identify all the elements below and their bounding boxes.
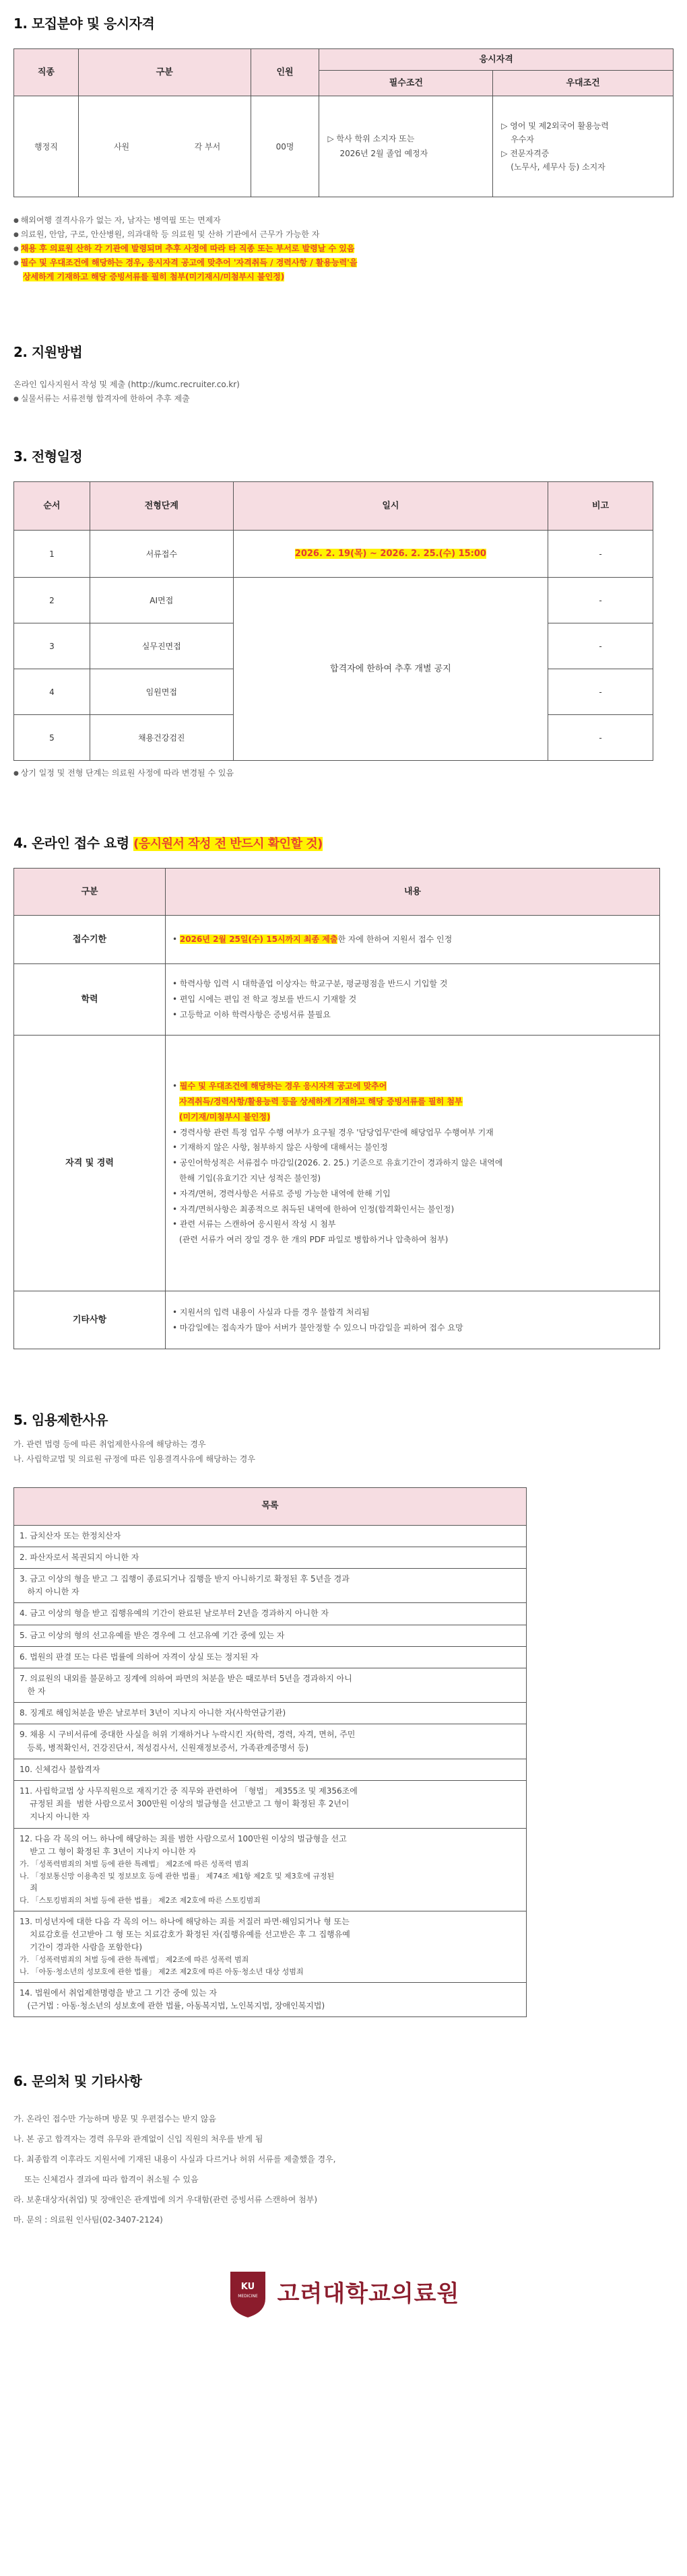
- schedule-row-5-stage: 채용건강검진: [90, 715, 233, 761]
- section-contact: [13, 2071, 674, 2230]
- restriction-item: [14, 1646, 527, 1668]
- career-content: [166, 1036, 660, 1291]
- schedule-footnote: ● 상기 일정 및 전형 단계는 의료원 사정에 따라 변경될 수 있음: [13, 766, 674, 780]
- schedule-row-4-no: 4: [14, 669, 90, 715]
- apply-method-notes: [13, 392, 674, 406]
- section-6-title: 6. 문의처 및 기타사항: [13, 2073, 142, 2090]
- later-notice: 합격자에 한하여 추후 개별 공지: [233, 578, 548, 761]
- section-1-title: 1. 모집분야 및 응시자격: [13, 15, 155, 32]
- schedule-row-3-no: 3: [14, 623, 90, 669]
- restriction-item-line: 9. 채용 시 구비서류에 중대한 사실을 허위 기재하거나 누락시킨 자(학력, 경력, 자격, 면허, 주민: [20, 1730, 356, 1740]
- restriction-item-line: 한 자: [20, 1687, 46, 1697]
- restriction-item-line: 죄: [20, 1883, 38, 1893]
- career-item-3-cont: 한해 기입(유효기간 지난 성적은 불인정): [179, 1174, 321, 1184]
- header-qualification: 응시자격: [319, 49, 674, 71]
- cell-required: ▷ 학사 학위 소지자 또는 2026년 2월 졸업 예정자: [319, 96, 493, 197]
- restriction-row: [14, 1911, 527, 1982]
- preferred-line-3: 전문자격증: [510, 148, 550, 158]
- emblem-bottom-text: MEDICINE: [237, 2294, 258, 2299]
- note-1: ● 해외여행 결격사유가 없는 자, 남자는 병역필 또는 면제자: [13, 213, 674, 228]
- restriction-row: [14, 1646, 527, 1668]
- schedule-table: [13, 481, 653, 761]
- restriction-row: [14, 1668, 527, 1702]
- restriction-row: [14, 1724, 527, 1759]
- education-item-3: • 고등학교 이하 학력사항은 증빙서류 불필요: [172, 1007, 659, 1023]
- kumc-logo: [13, 2257, 674, 2351]
- header-category: 구분: [78, 49, 251, 96]
- restriction-item: [14, 1911, 527, 1982]
- required-line-2: 2026년 2월 졸업 예정자: [339, 148, 428, 158]
- education-item-2: • 편입 시에는 편입 전 학교 정보를 반드시 기재할 것: [172, 992, 659, 1007]
- etc-label: 기타사항: [14, 1291, 166, 1349]
- career-item-6: • 관련 서류는 스캔하여 응시원서 작성 시 첨부: [172, 1217, 659, 1232]
- restriction-item: [14, 1828, 527, 1911]
- deadline-highlight: 2026년 2월 25일(수) 15시까지 최종 제출: [179, 935, 338, 945]
- restriction-item-line: 7. 의료원의 내외를 불문하고 징계에 의하여 파면의 처분을 받은 때로부터 5년을 경과하지 아니: [20, 1673, 352, 1683]
- career-item-6-cont: (관련 서류가 여러 장일 경우 한 개의 PDF 파일로 병합하거나 압축하여 첨부): [179, 1235, 449, 1245]
- preferred-line-4: (노무사, 세무사 등) 소지자: [511, 162, 606, 172]
- schedule-notes: [13, 766, 674, 780]
- restriction-item-line: (근거법 : 아동·청소년의 성보호에 관한 법률, 아동복지법, 노인복지법, 장애인복지법): [20, 2000, 325, 2010]
- restriction-item: [14, 1547, 527, 1568]
- restriction-item-line: 3. 금고 이상의 형을 받고 그 집행이 종료되거나 집행을 받지 아니하기로 확정된 후 5년을 경과: [20, 1573, 350, 1584]
- section-apply-method: [13, 342, 674, 406]
- restriction-item-line: 하지 아니한 자: [20, 1587, 79, 1597]
- restriction-item-line: 나. 「정보통신망 이용촉진 및 정보보호 등에 관한 법률」 제74조 제1항 제2호 및 제3호에 규정된: [20, 1871, 335, 1880]
- etc-item-1: • 지원서의 입력 내용이 사실과 다를 경우 불합격 처리됨: [172, 1305, 659, 1320]
- schedule-row-2-note: -: [548, 578, 653, 623]
- restriction-item: [14, 1759, 527, 1780]
- career-item-2: • 기재하지 않은 사항, 첨부하지 않은 사항에 대해서는 불인정: [172, 1140, 659, 1155]
- section-restrictions: [13, 1410, 674, 2017]
- etc-item-2: • 마감일에는 접속자가 많아 서버가 불안정할 수 있으니 마감일을 피하여 접수 요망: [172, 1320, 659, 1336]
- header-preferred: 우대조건: [493, 71, 674, 96]
- restriction-row: [14, 1781, 527, 1829]
- restriction-row: [14, 1625, 527, 1646]
- career-item-3: • 공인어학성적은 서류접수 마감일(2026. 2. 25.) 기준으로 유효기간이 경과하지 않은 내역에: [172, 1155, 659, 1171]
- restriction-item: [14, 1568, 527, 1602]
- restriction-item-line: 기간이 경과한 사람을 포함한다): [20, 1942, 143, 1953]
- section-4-title: [13, 833, 674, 853]
- restriction-table: [13, 1487, 527, 2017]
- restriction-item: [14, 1525, 527, 1547]
- contact-line-2: 나. 본 공고 합격자는 경력 유무와 관계없이 신입 직원의 처우를 받게 됨: [13, 2134, 263, 2144]
- note-4-text-a: 필수 및 우대조건에 해당하는 경우, 응시자격 공고에 맞추어 '자격취득 / 경력사항 / 활용능력'을: [20, 258, 358, 267]
- etc-content: [166, 1291, 660, 1349]
- header-required: 필수조건: [319, 71, 493, 96]
- restriction-item-line: 13. 미성년자에 대한 다음 각 목의 어느 하나에 해당하는 죄를 저질러 파면·해임되거나 형 또는: [20, 1916, 350, 1926]
- restriction-row: [14, 1568, 527, 1602]
- qualification-table: [13, 48, 674, 197]
- section-2-title: 2. 지원방법: [13, 344, 83, 360]
- deadline-content: [166, 916, 660, 964]
- schedule-row-3-note: -: [548, 623, 653, 669]
- restriction-item-line: 14. 법원에서 취업제한명령을 받고 그 기간 중에 있는 자: [20, 1988, 218, 1998]
- online-apply-table: [13, 868, 660, 1349]
- schedule-row-1-stage: 서류접수: [90, 531, 233, 578]
- deadline-label: 접수기한: [14, 916, 166, 964]
- cell-preferred: ▷ 영어 및 제2외국어 활용능력 우수자 ▷ 전문자격증 (노무사, 세무사 등) 소지자: [493, 96, 674, 197]
- emblem-top-text: KU: [240, 2282, 255, 2293]
- required-line-1: 학사 학위 소지자 또는: [336, 133, 415, 143]
- restriction-item: [14, 1703, 527, 1724]
- restriction-item-line: 지나지 아니한 자: [20, 1812, 90, 1822]
- career-highlight-3: (미기재/미첨부시 불인정): [179, 1112, 271, 1122]
- education-label: 학력: [14, 964, 166, 1036]
- apply-method-line-1: 온라인 입사지원서 작성 및 제출 (http://kumc.recruiter.co.kr): [13, 380, 240, 389]
- section-online-apply: [13, 833, 674, 1349]
- note-4: [13, 256, 674, 284]
- restriction-item: [14, 1781, 527, 1829]
- contact-lines: [13, 2109, 674, 2230]
- restriction-item-line: 6. 법원의 판결 또는 다른 법률에 의하여 자격이 상실 또는 정지된 자: [20, 1652, 259, 1662]
- schedule-row-5-no: 5: [14, 715, 90, 761]
- cell-count: 00명: [251, 96, 319, 197]
- restriction-row: [14, 1759, 527, 1780]
- restriction-row: [14, 1547, 527, 1568]
- schedule-row-1-date: [233, 531, 548, 578]
- contact-line-1: 가. 온라인 접수만 가능하며 방문 및 우편접수는 받지 않음: [13, 2114, 216, 2124]
- contact-line-4: 또는 신체검사 결과에 따라 합격이 취소될 수 있음: [24, 2175, 199, 2185]
- section-schedule: [13, 446, 674, 780]
- restriction-row: [14, 1703, 527, 1724]
- restriction-item-line: 가. 「성폭력범죄의 처벌 등에 관한 특례법」 제2조에 따른 성폭력 범죄: [20, 1859, 249, 1868]
- preferred-line-1: 영어 및 제2외국어 활용능력: [510, 121, 609, 131]
- section-4-title-highlight: (응시원서 작성 전 반드시 확인할 것): [133, 837, 323, 852]
- restriction-item-line: 10. 신체검사 불합격자: [20, 1764, 100, 1774]
- restriction-row: [14, 1525, 527, 1547]
- schedule-header-date: 일시: [233, 482, 548, 531]
- header-headcount: 인원: [251, 49, 319, 96]
- schedule-header-order: 순서: [14, 482, 90, 531]
- restriction-item-line: 등록, 병적확인서, 건강진단서, 적성검사서, 신원재정보증서, 가족관계증명서 등): [20, 1742, 309, 1753]
- restriction-item-line: 치료감호를 선고받아 그 형 또는 치료감호가 확정된 자(집행유예를 선고받은 후 그 집행유예: [20, 1930, 350, 1940]
- contact-line-5: 라. 보훈대상자(취업) 및 장애인은 관계법에 의거 우대함(관련 증빙서류 스캔하여 첨부): [13, 2195, 318, 2205]
- restriction-item-line: 나. 「아동·청소년의 성보호에 관한 법률」 제2조 제2호에 따른 아동·청소년 대상 성범죄: [20, 1967, 304, 1977]
- schedule-row-4-stage: 임원면접: [90, 669, 233, 715]
- restriction-row: [14, 1982, 527, 2016]
- restriction-row: [14, 1603, 527, 1625]
- section-4-title-text: 4. 온라인 접수 요령: [13, 835, 129, 852]
- career-highlight-2: 자격취득/경력사항/활용능력 등을 상세하게 기재하고 해당 증빙서류를 필히 첨부: [179, 1097, 463, 1107]
- schedule-row-2-stage: AI면접: [90, 578, 233, 623]
- schedule-row-1-note: -: [548, 531, 653, 578]
- restriction-item-line: 2. 파산자로서 복권되지 아니한 자: [20, 1552, 139, 1562]
- header-field: 직종: [14, 49, 79, 96]
- note-3: [13, 242, 674, 256]
- restriction-intro-a: 가. 관련 법령 등에 따른 취업제한사유에 해당하는 경우: [13, 1439, 206, 1450]
- restriction-item-line: 4. 금고 이상의 형을 받고 집행유예의 기간이 완료된 날로부터 2년을 경과하지 아니한 자: [20, 1608, 329, 1619]
- contact-line-3: 다. 최종합격 이후라도 지원서에 기재된 내용이 사실과 다르거나 허위 서류를 제출했을 경우,: [13, 2155, 336, 2165]
- qualification-notes: [13, 213, 674, 284]
- restriction-item: [14, 1982, 527, 2016]
- restriction-intro-b: 나. 사립학교법 및 의료원 규정에 따른 임용결격사유에 해당하는 경우: [13, 1454, 255, 1464]
- career-item-1: • 경력사항 관련 특정 업무 수행 여부가 요구될 경우 '담당업무'란에 해당업무 수행여부 기재: [172, 1125, 659, 1141]
- career-item-4: • 자격/면허, 경력사항은 서류로 증빙 가능한 내역에 한해 기입: [172, 1186, 659, 1202]
- section-qualifications: [13, 13, 674, 284]
- schedule-row-5-note: -: [548, 715, 653, 761]
- schedule-header-stage: 전형단계: [90, 482, 233, 531]
- apply-header-category: 구분: [14, 869, 166, 916]
- restriction-item-line: 받고 그 형이 확정된 후 3년이 지나지 아니한 자: [20, 1846, 197, 1856]
- apply-method-line-2: ● 실물서류는 서류전형 합격자에 한하여 추후 제출: [13, 392, 674, 406]
- restriction-header: 목록: [14, 1487, 527, 1525]
- schedule-row-3-stage: 실무진면접: [90, 623, 233, 669]
- education-item-1: • 학력사항 입력 시 대학졸업 이상자는 학교구분, 평균평점을 반드시 기입할 것: [172, 976, 659, 992]
- restriction-item: [14, 1668, 527, 1702]
- restriction-item: [14, 1724, 527, 1759]
- contact-line-6: 마. 문의 : 의료원 인사팀(02-3407-2124): [13, 2215, 163, 2225]
- restriction-item: [14, 1603, 527, 1625]
- restriction-item-line: 12. 다음 각 목의 어느 하나에 해당하는 죄를 범한 사람으로서 100만원 이상의 벌금형을 선고: [20, 1833, 347, 1843]
- restriction-item-line: 11. 사립학교법 상 사무직원으로 재직기간 중 직무와 관련하여 「형법」 제355조 및 제356조에: [20, 1786, 358, 1796]
- career-highlight-1: 필수 및 우대조건에 해당하는 경우 응시자격 공고에 맞추어: [179, 1081, 387, 1091]
- career-item-5: • 자격/면허사항은 최종적으로 취득된 내역에 한하여 인정(합격확인서는 불인정): [172, 1202, 659, 1217]
- cell-dept: 각 부서: [164, 96, 251, 197]
- cell-field: 행정직: [14, 96, 79, 197]
- preferred-line-2: 우수자: [511, 135, 534, 145]
- schedule-row-4-note: -: [548, 669, 653, 715]
- career-label: 자격 및 경력: [14, 1036, 166, 1291]
- schedule-header-note: 비고: [548, 482, 653, 531]
- restriction-item-line: 5. 금고 이상의 형의 선고유예를 받은 경우에 그 선고유예 기간 중에 있는 자: [20, 1630, 285, 1640]
- apply-period: 2026. 2. 19(목) ~ 2026. 2. 25.(수) 15:00: [294, 548, 486, 559]
- education-content: [166, 964, 660, 1036]
- restriction-item-line: 가. 「성폭력범죄의 처벌 등에 관한 특례법」 제2조에 따른 성폭력 범죄: [20, 1955, 249, 1965]
- schedule-row-1-no: 1: [14, 531, 90, 578]
- section-3-title: 3. 전형일정: [13, 448, 83, 465]
- restriction-item: [14, 1625, 527, 1646]
- restriction-item-line: 규정된 죄를 범한 사람으로서 300만원 이상의 벌금형을 선고받고 그 형이 확정된 후 2년이: [20, 1799, 350, 1809]
- deadline-rest: 한 자에 한하여 지원서 접수 인정: [337, 935, 453, 945]
- apply-header-content: 내용: [166, 869, 660, 916]
- schedule-row-2-no: 2: [14, 578, 90, 623]
- restriction-item-line: 8. 징계로 해임처분을 받은 날로부터 3년이 지나지 아니한 자(사학연금기관): [20, 1708, 286, 1718]
- kumc-emblem-icon: [228, 2269, 268, 2319]
- cell-type: 사원: [78, 96, 164, 197]
- note-3-text: 채용 후 의료원 산하 각 기관에 발령되며 추후 사정에 따라 타 직종 또는 부서로 발령날 수 있음: [20, 244, 355, 253]
- kumc-logo-name: 고려대학교의료원: [277, 2280, 460, 2307]
- restriction-item-line: 다. 「스토킹범죄의 처벌 등에 관한 법률」 제2조 제2호에 따른 스토킹범죄: [20, 1896, 261, 1905]
- restriction-item-line: 1. 금치산자 또는 한정치산자: [20, 1530, 121, 1540]
- note-4-text-b: 상세하게 기재하고 해당 증빙서류를 필히 첨부(미기재시/미첨부시 불인정): [23, 272, 285, 281]
- restriction-row: [14, 1828, 527, 1911]
- note-2: ● 의료원, 안암, 구로, 안산병원, 의과대학 등 의료원 및 산하 기관에서 근무가 가능한 자: [13, 228, 674, 242]
- section-5-title: 5. 임용제한사유: [13, 1412, 108, 1429]
